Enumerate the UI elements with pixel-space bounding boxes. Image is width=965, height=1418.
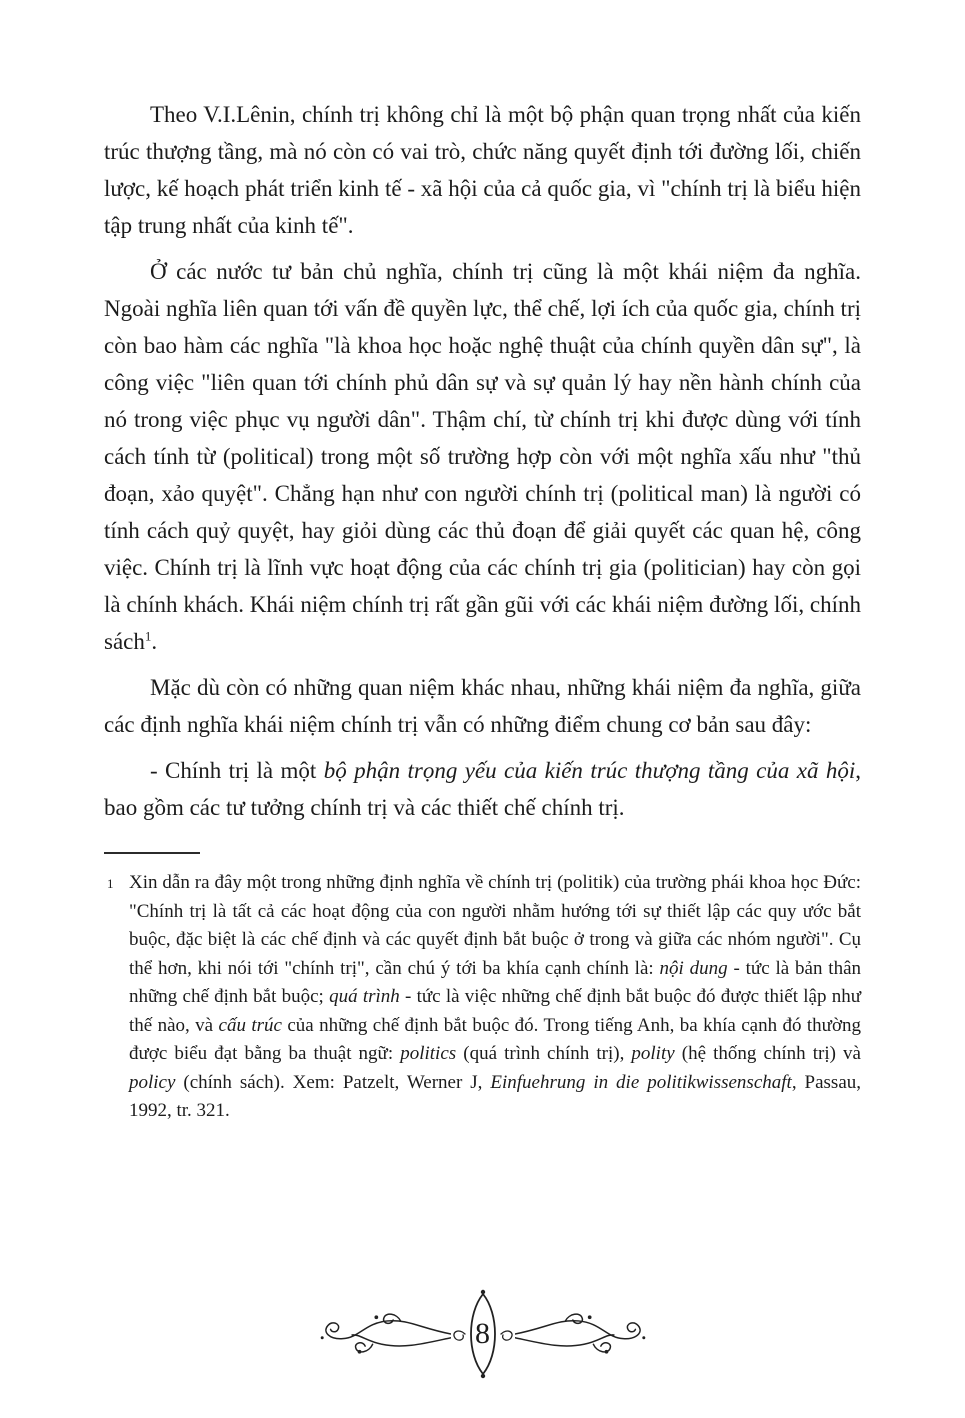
text-run: Theo V.I.Lênin, chính trị không chỉ là một bộ phận quan trọng nhất của kiến trúc thượng tầng, mà nó còn có vai trò, chức năng quyết định tới đường lối, chiến lược, kế hoạch phát triển kinh tế - xã hội của cả quốc gia, vì "chính trị là biểu hiện tập trung nhất của kinh tế". [104,102,861,238]
page-number-badge [451,1288,515,1380]
italic-run: policy [129,1071,176,1093]
italic-run: bộ phận trọng yếu của kiến trúc thượng tầng của xã hội [323,758,856,783]
floral-flourish-icon [515,1308,655,1360]
text-run: Ở các nước tư bản chủ nghĩa, chính trị cũng là một khái niệm đa nghĩa. Ngoài nghĩa liên quan tới vấn đề quyền lực, thể chế, lợi ích của quốc gia, chính trị còn bao hàm các nghĩa "là khoa học hoặc nghệ thuật của chính quyền dân sự", là công việc "liên quan tới chính phủ dân sự và sự quản lý hay nền hành chính của nó trong việc phục vụ người dân". Thậm chí, từ chính trị khi được dùng với tính cách tính từ (political) trong một số trường hợp còn với một nghĩa xấu như "thủ đoạn, xảo quyệt". Chẳng hạn như con người chính trị (political man) là người có tính cách quỷ quyệt, hay giỏi dùng các thủ đoạn để giải quyết các quan hệ, công việc. Chính trị là lĩnh vực hoạt động của các chính trị gia (politician) hay còn gọi là chính khách. Khái niệm chính trị rất gần gũi với các khái niệm đường lối, chính sách [104,259,861,654]
paragraph-lenin-definition [104,96,861,244]
text-run: - tức là việc những chế định bắt buộc đó được thiết lập như thế nào, và [129,986,862,1036]
italic-run: polity [631,1043,675,1064]
text-run: Xin dẫn ra đây một trong những định nghĩa về chính trị (politik) của trường phái khoa học Đức: "Chính trị là tất cả các hoạt động của con người nhằm hướng tới sự thiết lập các quy ước bắt buộc, đặc biệt là các chế định và các quyết định bắt buộc ở trong và giữa các nhóm người". Cụ thể hơn, khi nói tới "chính trị", cần chú ý tới ba khía cạnh chính là: [129,872,861,979]
italic-run: cấu trúc [218,1014,282,1036]
italic-run: quá trình [329,986,400,1007]
page-number-ornament [311,1288,655,1380]
footnote [104,869,861,1126]
paragraph-capitalist-countries [104,253,861,660]
text-run: Mặc dù còn có những quan niệm khác nhau, những khái niệm đa nghĩa, giữa các định nghĩa khái niệm chính trị vẫn có những điểm chung cơ bản sau đây: [104,675,861,737]
text-run: , Passau, 1992, tr. 321. [129,1071,861,1121]
paragraph-bullet-superstructure [104,752,861,826]
paragraph-common-points [104,669,861,743]
footnote-reference: 1 [144,628,152,644]
body-text [104,96,861,826]
text-run: của những chế định bắt buộc đó. Trong tiếng Anh, ba khía cạnh đó thường được biểu đạt bằng ba thuật ngữ: [129,1014,861,1064]
text-run: (quá trình chính trị), [456,1043,632,1064]
italic-run: nội dung [659,957,728,979]
page-number: 8 [475,1317,490,1350]
footnote-text [129,872,861,1121]
floral-flourish-icon [311,1308,451,1360]
footnote-separator-rule [104,852,200,854]
text-run: - tức là bản thân những chế định bắt buộc; [129,957,862,1007]
italic-run: Einfuehrung in die politikwissenschaft [490,1071,792,1093]
footnote-marker: 1 [107,876,114,891]
italic-run: politics [400,1043,457,1064]
text-run: - Chính trị là một [150,758,324,783]
text-run: (hệ thống chính trị) và [674,1043,861,1064]
text-run: (chính sách). Xem: Patzelt, Werner J, [175,1071,491,1093]
text-run: . [151,629,158,654]
text-run: , bao gồm các tư tưởng chính trị và các thiết chế chính trị. [104,758,861,820]
